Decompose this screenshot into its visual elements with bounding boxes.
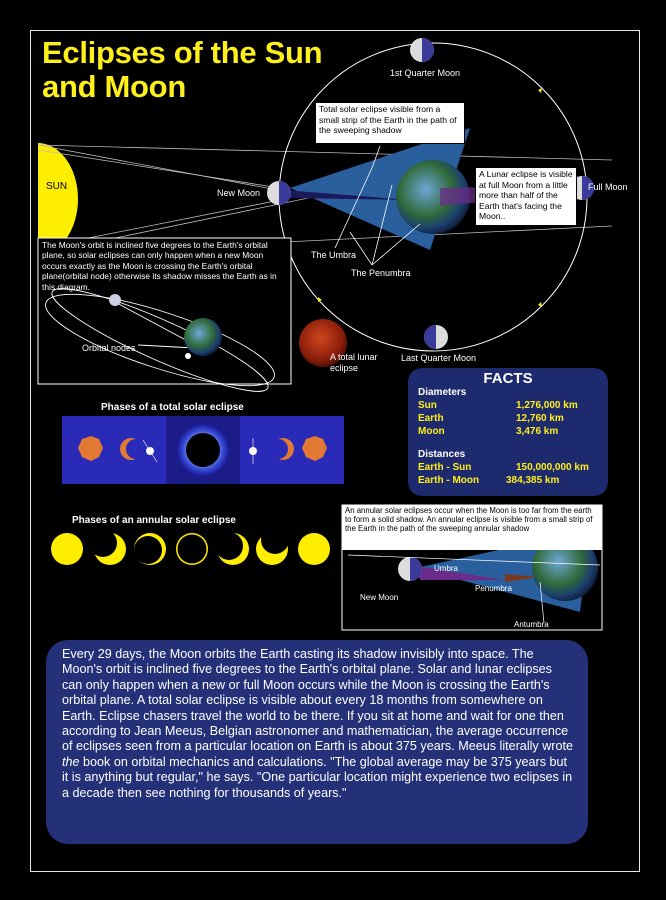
sun-label: SUN [46,181,68,192]
annular-phase-suns [51,526,330,565]
penumbra-label: The Penumbra [351,268,411,278]
title-line-2: and Moon [42,69,186,104]
last-quarter-label: Last Quarter Moon [401,353,477,363]
paragraph-text-b: book on orbital mechanics and calculations. "The global average may be 375 years but it is anything but regular," he says. "One particular location might experience two eclipses in a decade then see nothing for thousands of years." [62,754,573,800]
distance-name: Earth - Sun [418,462,472,473]
paragraph-emphasis: the [62,754,80,769]
moon-last-quarter [424,325,448,349]
annular-new-moon-label: New Moon [360,593,399,602]
info-paragraph [46,640,588,844]
orbital-nodes-label: Orbital nodes [82,343,136,353]
moon-first-quarter [410,38,434,62]
diameter-name: Earth [418,413,444,424]
annular-phases-heading: Phases of an annular solar eclipse [72,515,236,526]
title-line-1: Eclipses of the Sun [42,35,323,70]
umbra-label: The Umbra [311,250,357,260]
total-lunar-label [330,352,378,374]
lunar-eclipse-note: A Lunar eclipse is visible at full Moon from a little more than half of the Earth that's facing the Moon.. [475,167,577,226]
diameter-name: Sun [418,400,437,411]
annular-antumbra-label: Antumbra [514,620,549,629]
facts-box [408,368,608,496]
total-lunar-line-1: A total lunar [330,352,378,362]
diameter-name: Moon [418,426,445,437]
distance-value: 384,385 km [506,475,560,486]
orbit-inclined-note: The Moon's orbit is inclined five degrees to the Earth's orbital plane, so solar eclipses can only happen when a new Moon occurs exactly as the Moon is crossing the Earth's orbital plane(orbital node) otherwise its shadow misses the Earth as in this diagram. [42,240,277,292]
new-moon-label: New Moon [217,188,261,198]
total-solar-note: Total solar eclipse visible from a small strip of the Earth in the path of the sweeping shadow [315,102,465,144]
annular-note: An annular solar eclipses occur when the Moon is too far from the earth to form a solid shadow. An annular eclipse is visible from a small strip of the Earth in the path of the sweeping annular shadow [342,505,602,550]
paragraph-text-a: Every 29 days, the Moon orbits the Earth casting its shadow invisibly into space. The Moon's orbit is inclined five degrees to the Earth's orbital plane. Solar and lunar eclipses can only happen when a new or full Moon occurs while the Moon is crossing the Earth's orbital plane. A total solar eclipse is visible about every 18 months from somewhere on Earth. Eclipse chasers travel the world to be there. If you sit at home and wait for one then according to Jean Meeus, Belgian astronomer and mathematician, the average occurrence of eclipses seen from a particular location on Earth is about 375 years. Meeus literally wrote [62,647,573,754]
first-quarter-label: 1st Quarter Moon [390,68,461,78]
moon-new [267,181,291,205]
inset-moon [109,294,121,306]
total-lunar-line-2: eclipse [330,363,359,373]
annular-umbra-label: Umbra [434,564,459,573]
annular-penumbra-label: Penumbra [475,584,512,593]
diameter-value: 12,760 km [516,413,564,424]
diameter-value: 1,276,000 km [516,400,578,411]
diameter-value: 3,476 km [516,426,559,437]
distance-name: Earth - Moon [418,475,480,486]
annular-moon [398,557,422,581]
page-title [42,36,342,104]
diameters-heading: Diameters [418,387,467,398]
inset-earth [184,318,222,356]
total-phases-heading: Phases of a total solar eclipse [101,402,244,413]
facts-title: FACTS [483,370,533,387]
distance-value: 150,000,000 km [516,462,589,473]
full-moon-label: Full Moon [588,182,628,192]
distances-heading: Distances [418,449,466,460]
